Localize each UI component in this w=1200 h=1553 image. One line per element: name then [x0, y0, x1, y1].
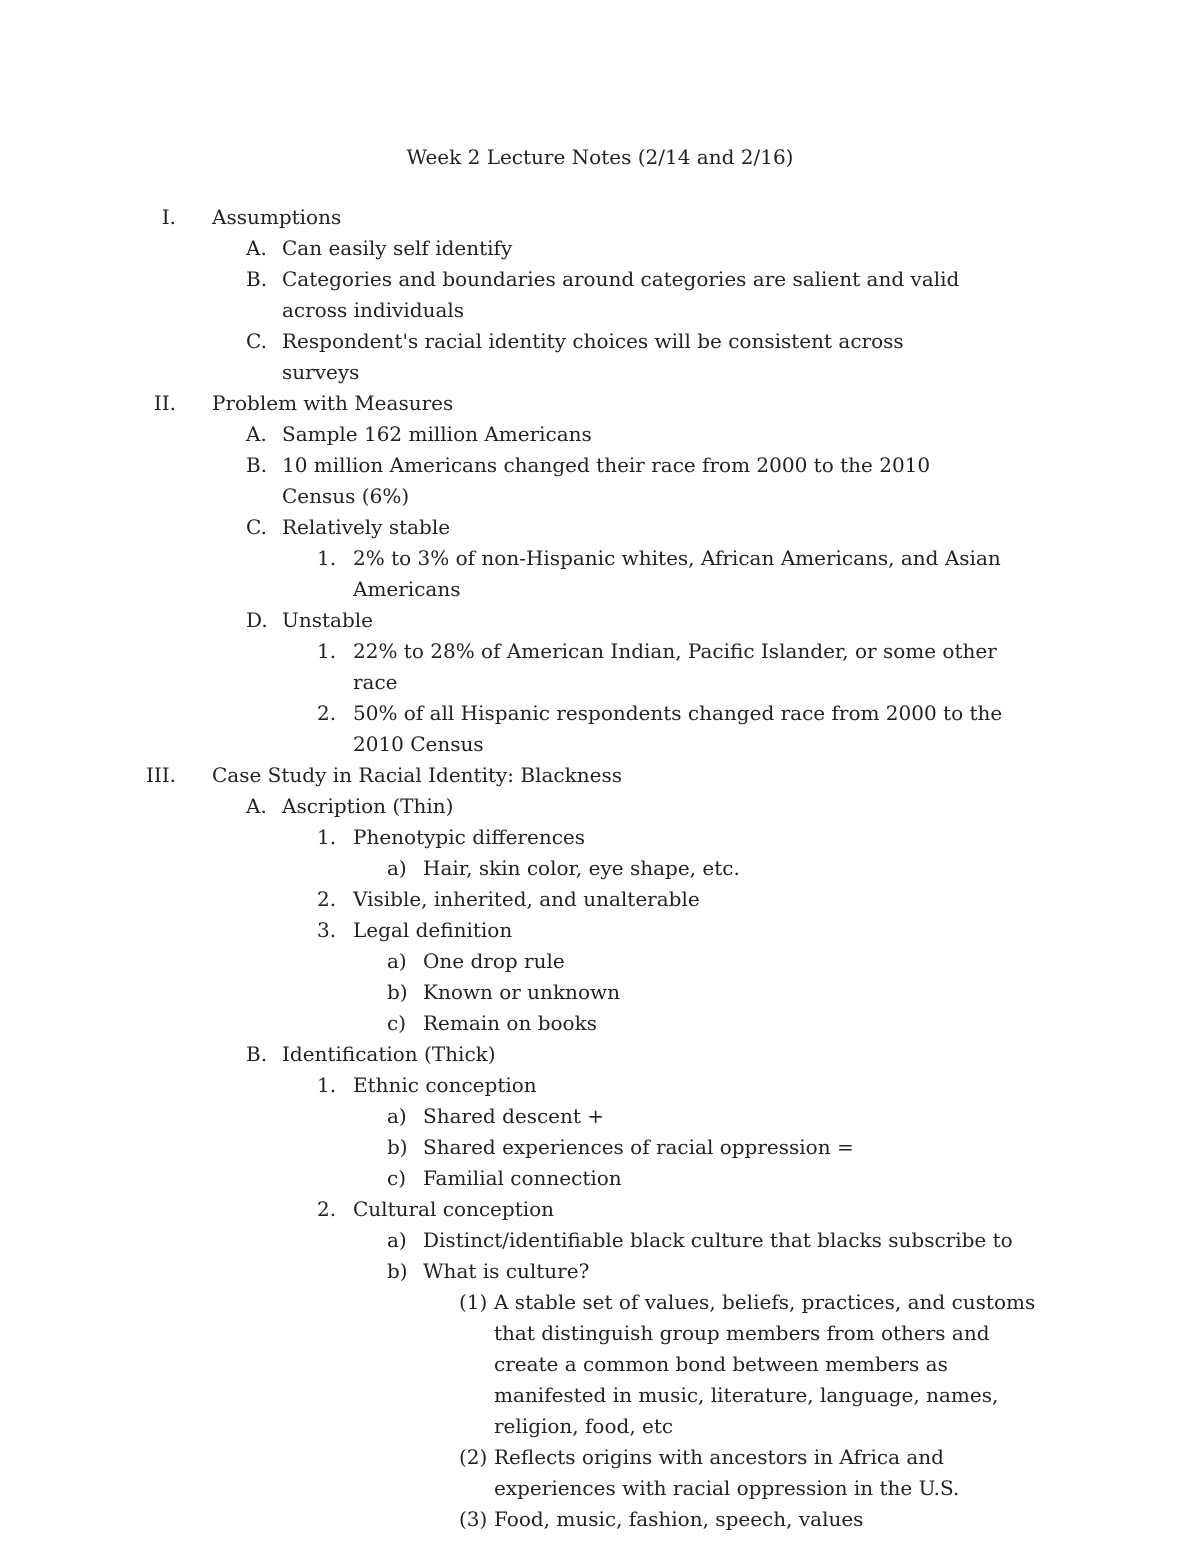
outline-marker: 1.: [317, 639, 337, 663]
outline-item-level-1: [0, 605, 1200, 636]
outline-text: Assumptions: [212, 205, 342, 229]
outline-item-level-1: [0, 1039, 1200, 1070]
outline-text: Respondent's racial identity choices will be consistent across surveys: [282, 329, 904, 384]
outline-text: Cultural conception: [353, 1197, 555, 1221]
outline-item-level-2: [0, 543, 1200, 605]
outline-text: Unstable: [282, 608, 373, 632]
outline-item-level-1: [0, 791, 1200, 822]
outline-text: Known or unknown: [423, 980, 620, 1004]
lecture-outline: [0, 202, 1200, 1535]
outline-marker: c): [387, 1166, 407, 1190]
outline-marker: B.: [246, 267, 268, 291]
outline-marker: a): [387, 856, 407, 880]
outline-marker: C.: [246, 515, 267, 539]
outline-marker: 1.: [317, 546, 337, 570]
outline-text: Distinct/identifiable black culture that blacks subscribe to: [423, 1228, 1013, 1252]
outline-marker: b): [387, 980, 408, 1004]
outline-item-level-2: [0, 884, 1200, 915]
outline-item-level-3: [0, 1101, 1200, 1132]
outline-text: A stable set of values, beliefs, practices, and customs that distinguish group members from others and create a common bond between members as manifested in music, literature, language, names, religion, food, etc: [494, 1290, 1036, 1438]
outline-marker: 2.: [317, 1197, 337, 1221]
outline-text: 2% to 3% of non-Hispanic whites, African Americans, and Asian Americans: [353, 546, 1001, 601]
outline-text: Reflects origins with ancestors in Africa and experiences with racial oppression in the U.S.: [494, 1445, 960, 1500]
outline-item-level-3: [0, 1132, 1200, 1163]
outline-marker: B.: [246, 1042, 268, 1066]
outline-text: Ethnic conception: [353, 1073, 537, 1097]
outline-item-level-4: [0, 1287, 1200, 1442]
outline-item-level-2: [0, 636, 1200, 698]
outline-text: Relatively stable: [282, 515, 451, 539]
outline-text: Problem with Measures: [212, 391, 454, 415]
outline-item-level-3: [0, 977, 1200, 1008]
outline-text: Shared descent +: [423, 1104, 605, 1128]
outline-text: Legal definition: [353, 918, 513, 942]
outline-item-level-2: [0, 1194, 1200, 1225]
outline-item-level-1: [0, 419, 1200, 450]
outline-marker: C.: [246, 329, 267, 353]
outline-text: Food, music, fashion, speech, values: [494, 1507, 864, 1531]
outline-marker: c): [387, 1011, 407, 1035]
outline-text: Familial connection: [423, 1166, 622, 1190]
outline-item-level-4: [0, 1442, 1200, 1504]
outline-text: Phenotypic differences: [353, 825, 586, 849]
outline-marker: b): [387, 1135, 408, 1159]
outline-item-level-1: [0, 512, 1200, 543]
outline-marker: D.: [246, 608, 268, 632]
outline-marker: III.: [145, 763, 176, 787]
outline-text: Visible, inherited, and unalterable: [353, 887, 700, 911]
outline-marker: II.: [153, 391, 176, 415]
outline-marker: A.: [246, 794, 267, 818]
outline-text: Categories and boundaries around categories are salient and valid across individuals: [282, 267, 960, 322]
outline-item-level-3: [0, 946, 1200, 977]
outline-marker: 2.: [317, 701, 337, 725]
outline-text: Sample 162 million Americans: [282, 422, 592, 446]
outline-text: Case Study in Racial Identity: Blackness: [212, 763, 622, 787]
outline-text: One drop rule: [423, 949, 565, 973]
outline-marker: (1): [459, 1290, 488, 1314]
outline-marker: 1.: [317, 1073, 337, 1097]
outline-marker: I.: [161, 205, 176, 229]
outline-item-level-1: [0, 233, 1200, 264]
outline-marker: A.: [246, 422, 267, 446]
outline-text: 10 million Americans changed their race from 2000 to the 2010 Census (6%): [282, 453, 931, 508]
outline-item-level-3: [0, 1008, 1200, 1039]
outline-item-level-3: [0, 853, 1200, 884]
outline-item-level-3: [0, 1225, 1200, 1256]
outline-text: 22% to 28% of American Indian, Pacific Islander, or some other race: [353, 639, 997, 694]
outline-item-level-0: [0, 760, 1200, 791]
outline-marker: B.: [246, 453, 268, 477]
outline-item-level-0: [0, 202, 1200, 233]
outline-text: Hair, skin color, eye shape, etc.: [423, 856, 740, 880]
outline-text: What is culture?: [423, 1259, 590, 1283]
outline-marker: a): [387, 1104, 407, 1128]
outline-item-level-1: [0, 450, 1200, 512]
outline-item-level-4: [0, 1504, 1200, 1535]
outline-text: Remain on books: [423, 1011, 597, 1035]
outline-marker: (2): [459, 1445, 488, 1469]
outline-item-level-0: [0, 388, 1200, 419]
outline-item-level-2: [0, 698, 1200, 760]
outline-text: 50% of all Hispanic respondents changed race from 2000 to the 2010 Census: [353, 701, 1003, 756]
outline-text: Identification (Thick): [282, 1042, 496, 1066]
outline-item-level-1: [0, 326, 1200, 388]
outline-marker: b): [387, 1259, 408, 1283]
outline-marker: A.: [246, 236, 267, 260]
outline-item-level-3: [0, 1163, 1200, 1194]
outline-item-level-1: [0, 264, 1200, 326]
outline-item-level-2: [0, 915, 1200, 946]
outline-text: Can easily self identify: [282, 236, 513, 260]
outline-marker: a): [387, 949, 407, 973]
outline-text: Shared experiences of racial oppression =: [423, 1135, 854, 1159]
outline-marker: 1.: [317, 825, 337, 849]
outline-marker: 2.: [317, 887, 337, 911]
outline-marker: a): [387, 1228, 407, 1252]
outline-item-level-3: [0, 1256, 1200, 1287]
outline-text: Ascription (Thin): [282, 794, 454, 818]
outline-item-level-2: [0, 822, 1200, 853]
outline-item-level-2: [0, 1070, 1200, 1101]
outline-marker: (3): [459, 1507, 488, 1531]
outline-marker: 3.: [317, 918, 337, 942]
page-title: Week 2 Lecture Notes (2/14 and 2/16): [406, 145, 794, 169]
